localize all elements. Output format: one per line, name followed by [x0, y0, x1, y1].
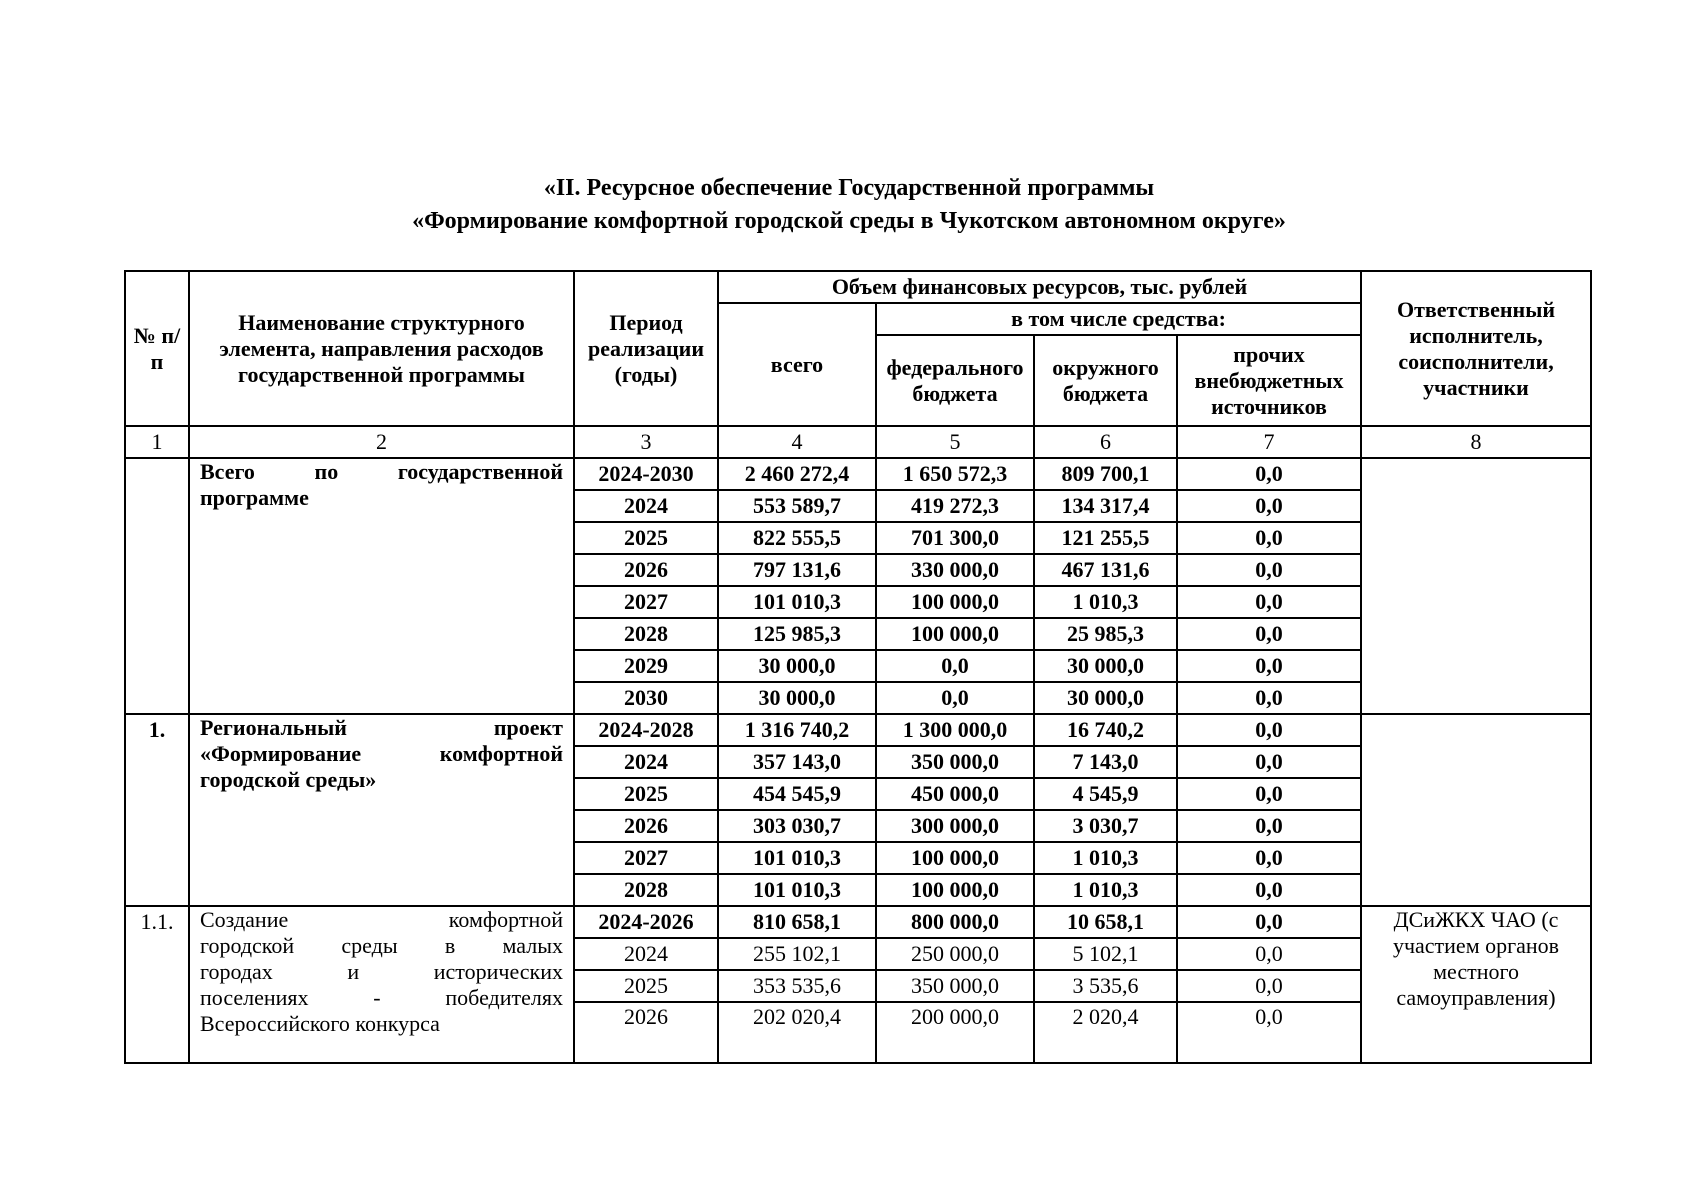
cell-federal: 701 300,0	[876, 522, 1034, 554]
resource-table	[124, 270, 1592, 1064]
cell-period: 2024-2030	[574, 458, 718, 490]
cell-period: 2026	[574, 554, 718, 586]
column-number-row	[125, 426, 1591, 458]
cell-federal: 0,0	[876, 682, 1034, 714]
title-line-2: «Формирование комфортной городской среды в Чукотском автономном округе»	[412, 208, 1286, 234]
cell-federal: 200 000,0	[876, 1002, 1034, 1063]
row-number	[125, 458, 189, 714]
cell-period: 2024-2028	[574, 714, 718, 746]
cell-total: 810 658,1	[718, 906, 876, 938]
cell-total: 454 545,9	[718, 778, 876, 810]
element-name-line: Создание комфортной	[200, 907, 563, 932]
cell-okrug: 809 700,1	[1034, 458, 1177, 490]
cell-other: 0,0	[1177, 650, 1361, 682]
cell-total: 1 316 740,2	[718, 714, 876, 746]
cell-total: 303 030,7	[718, 810, 876, 842]
element-name	[189, 714, 574, 906]
column-number: 3	[574, 426, 718, 458]
header-period: Период реализации (годы)	[574, 271, 718, 426]
cell-federal: 450 000,0	[876, 778, 1034, 810]
header-num: № п/п	[125, 271, 189, 426]
element-name-line: городской среды»	[200, 767, 377, 792]
cell-federal: 300 000,0	[876, 810, 1034, 842]
cell-other: 0,0	[1177, 586, 1361, 618]
cell-federal: 330 000,0	[876, 554, 1034, 586]
cell-period: 2024	[574, 938, 718, 970]
header-row-1	[125, 271, 1591, 303]
table-body	[125, 271, 1591, 1063]
cell-other: 0,0	[1177, 522, 1361, 554]
cell-other: 0,0	[1177, 618, 1361, 650]
header-okrug: окружного бюджета	[1034, 335, 1177, 426]
header-federal: федерального бюджета	[876, 335, 1034, 426]
cell-federal: 100 000,0	[876, 586, 1034, 618]
header-responsible: Ответственный исполнитель, соисполнители, участники	[1361, 271, 1591, 426]
cell-other: 0,0	[1177, 554, 1361, 586]
cell-other: 0,0	[1177, 682, 1361, 714]
cell-okrug: 134 317,4	[1034, 490, 1177, 522]
responsible-executor: ДСиЖКХ ЧАО (с участием органов местного самоуправления)	[1361, 906, 1591, 1063]
column-number: 8	[1361, 426, 1591, 458]
cell-period: 2024	[574, 490, 718, 522]
cell-federal: 100 000,0	[876, 842, 1034, 874]
cell-total: 357 143,0	[718, 746, 876, 778]
element-name-line: поселениях - победителях	[200, 985, 563, 1010]
cell-federal: 250 000,0	[876, 938, 1034, 970]
cell-total: 255 102,1	[718, 938, 876, 970]
element-name-line: городах и исторических	[200, 959, 563, 984]
cell-okrug: 30 000,0	[1034, 650, 1177, 682]
cell-okrug: 1 010,3	[1034, 586, 1177, 618]
element-name-line: программе	[200, 485, 309, 510]
responsible-executor	[1361, 458, 1591, 714]
cell-other: 0,0	[1177, 458, 1361, 490]
cell-total: 101 010,3	[718, 874, 876, 906]
cell-federal: 100 000,0	[876, 874, 1034, 906]
cell-okrug: 3 030,7	[1034, 810, 1177, 842]
column-number: 2	[189, 426, 574, 458]
cell-okrug: 1 010,3	[1034, 842, 1177, 874]
row-number: 1.	[125, 714, 189, 906]
cell-other: 0,0	[1177, 810, 1361, 842]
table-row	[125, 906, 1591, 938]
row-number: 1.1.	[125, 906, 189, 1063]
header-including: в том числе средства:	[876, 303, 1361, 335]
cell-total: 125 985,3	[718, 618, 876, 650]
cell-total: 353 535,6	[718, 970, 876, 1002]
cell-okrug: 10 658,1	[1034, 906, 1177, 938]
cell-total: 553 589,7	[718, 490, 876, 522]
cell-other: 0,0	[1177, 874, 1361, 906]
document-title	[0, 172, 1698, 238]
column-number: 6	[1034, 426, 1177, 458]
cell-other: 0,0	[1177, 778, 1361, 810]
cell-period: 2025	[574, 778, 718, 810]
header-name: Наименование структурного элемента, направления расходов государственной программы	[189, 271, 574, 426]
table-row	[125, 714, 1591, 746]
cell-period: 2030	[574, 682, 718, 714]
cell-other: 0,0	[1177, 970, 1361, 1002]
cell-okrug: 16 740,2	[1034, 714, 1177, 746]
cell-federal: 350 000,0	[876, 970, 1034, 1002]
cell-other: 0,0	[1177, 714, 1361, 746]
cell-total: 101 010,3	[718, 842, 876, 874]
cell-period: 2027	[574, 586, 718, 618]
cell-federal: 350 000,0	[876, 746, 1034, 778]
column-number: 7	[1177, 426, 1361, 458]
cell-total: 822 555,5	[718, 522, 876, 554]
cell-okrug: 467 131,6	[1034, 554, 1177, 586]
cell-okrug: 3 535,6	[1034, 970, 1177, 1002]
cell-other: 0,0	[1177, 938, 1361, 970]
cell-period: 2025	[574, 970, 718, 1002]
cell-okrug: 2 020,4	[1034, 1002, 1177, 1063]
element-name	[189, 906, 574, 1063]
cell-period: 2024	[574, 746, 718, 778]
cell-other: 0,0	[1177, 746, 1361, 778]
cell-okrug: 1 010,3	[1034, 874, 1177, 906]
cell-total: 101 010,3	[718, 586, 876, 618]
cell-period: 2028	[574, 618, 718, 650]
cell-federal: 100 000,0	[876, 618, 1034, 650]
cell-okrug: 121 255,5	[1034, 522, 1177, 554]
cell-total: 202 020,4	[718, 1002, 876, 1063]
cell-period: 2029	[574, 650, 718, 682]
cell-other: 0,0	[1177, 842, 1361, 874]
cell-total: 2 460 272,4	[718, 458, 876, 490]
cell-federal: 1 650 572,3	[876, 458, 1034, 490]
cell-federal: 1 300 000,0	[876, 714, 1034, 746]
table-row	[125, 458, 1591, 490]
cell-period: 2024-2026	[574, 906, 718, 938]
header-volume: Объем финансовых ресурсов, тыс. рублей	[718, 271, 1361, 303]
cell-okrug: 5 102,1	[1034, 938, 1177, 970]
cell-okrug: 25 985,3	[1034, 618, 1177, 650]
cell-other: 0,0	[1177, 490, 1361, 522]
cell-period: 2027	[574, 842, 718, 874]
title-line-1: «II. Ресурсное обеспечение Государственной программы	[543, 175, 1155, 201]
element-name	[189, 458, 574, 714]
column-number: 1	[125, 426, 189, 458]
element-name-line: Всероссийского конкурса	[200, 1011, 440, 1036]
cell-okrug: 7 143,0	[1034, 746, 1177, 778]
cell-federal: 800 000,0	[876, 906, 1034, 938]
cell-other: 0,0	[1177, 1002, 1361, 1063]
element-name-line: городской среды в малых	[200, 933, 563, 958]
cell-federal: 419 272,3	[876, 490, 1034, 522]
header-total: всего	[718, 303, 876, 426]
cell-period: 2028	[574, 874, 718, 906]
header-other: прочих внебюджетных источников	[1177, 335, 1361, 426]
cell-other: 0,0	[1177, 906, 1361, 938]
cell-okrug: 4 545,9	[1034, 778, 1177, 810]
responsible-executor	[1361, 714, 1591, 906]
cell-total: 797 131,6	[718, 554, 876, 586]
element-name-line: Региональный проект	[200, 715, 563, 740]
column-number: 5	[876, 426, 1034, 458]
cell-period: 2026	[574, 810, 718, 842]
cell-okrug: 30 000,0	[1034, 682, 1177, 714]
cell-total: 30 000,0	[718, 650, 876, 682]
column-number: 4	[718, 426, 876, 458]
cell-period: 2026	[574, 1002, 718, 1063]
element-name-line: «Формирование комфортной	[200, 741, 563, 766]
element-name-line: Всего по государственной	[200, 459, 563, 484]
cell-period: 2025	[574, 522, 718, 554]
cell-federal: 0,0	[876, 650, 1034, 682]
cell-total: 30 000,0	[718, 682, 876, 714]
